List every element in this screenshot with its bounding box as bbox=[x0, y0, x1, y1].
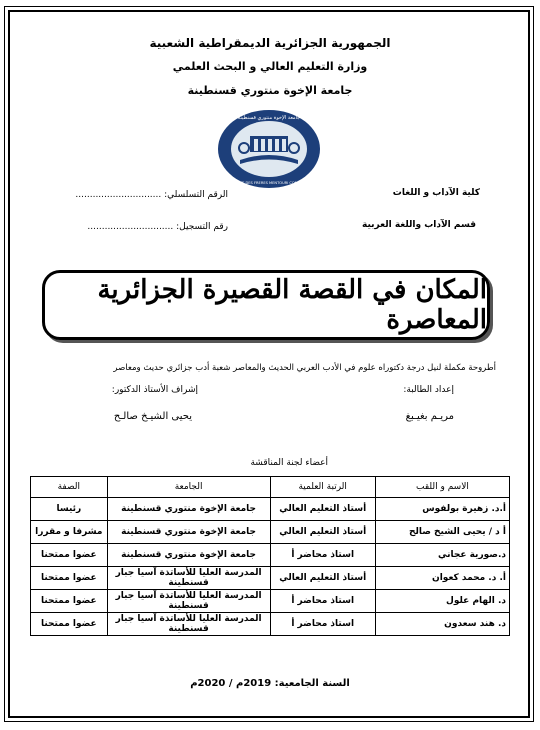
member-rank: استاذ محاضر أ bbox=[270, 613, 375, 636]
serial-number-label: الرقم التسلسلي: bbox=[164, 190, 228, 200]
committee-row bbox=[31, 590, 510, 613]
prepared-by-label: إعداد الطالبة: bbox=[403, 385, 454, 395]
supervision-label: إشراف الأستاذ الدكتور: bbox=[111, 385, 198, 395]
member-rank: أستاذ التعليم العالي bbox=[270, 567, 375, 590]
member-name: أ.د. زهيرة بولفوس bbox=[375, 498, 509, 521]
col-header-role: الصفة bbox=[31, 477, 108, 498]
member-rank: استاذ محاضر أ bbox=[270, 544, 375, 567]
thesis-description: أطروحة مكملة لنيل درجة دكتوراه علوم في الأدب العربي الحديث والمعاصر شعبة أدب جزائري حديث ومعاصر bbox=[113, 363, 496, 373]
member-name: د.صورية عجاني bbox=[375, 544, 509, 567]
member-rank: أستاذ التعليم العالي bbox=[270, 498, 375, 521]
member-role: عضوا ممتحنا bbox=[31, 613, 108, 636]
department-label: قسم الآداب واللغة العربية bbox=[362, 220, 476, 230]
thesis-title-box bbox=[42, 270, 490, 340]
committee-row bbox=[31, 544, 510, 567]
faculty-label: كلية الآداب و اللغات bbox=[392, 188, 480, 198]
member-university: جامعة الإخوة منتوري قسنطينة bbox=[107, 498, 270, 521]
member-role: عضوا ممتحنا bbox=[31, 567, 108, 590]
member-name: د. هند سعدون bbox=[375, 613, 509, 636]
supervisor-name: يحيى الشيـخ صالـح bbox=[113, 411, 192, 422]
logo-ring-text-top: جامعة الإخوة منتوري قسنطينة bbox=[237, 115, 301, 121]
col-header-name: الاسم و اللقب bbox=[375, 477, 509, 498]
committee-table bbox=[30, 476, 510, 636]
col-header-university: الجامعة bbox=[107, 477, 270, 498]
registration-number-label: رقم التسجيل: bbox=[176, 222, 228, 232]
member-rank: أستاذ التعليم العالي bbox=[270, 521, 375, 544]
committee-title: أعضاء لجنة المناقشة bbox=[250, 458, 328, 468]
university-heading: جامعة الإخوة منتوري قسنطينة bbox=[187, 84, 353, 97]
member-role: رئيسا bbox=[31, 498, 108, 521]
member-university: المدرسة العليا للأساتذة آسيا جبار قسنطينة bbox=[107, 567, 270, 590]
member-rank: استاذ محاضر أ bbox=[270, 590, 375, 613]
member-role: مشرفا و مقررا bbox=[31, 521, 108, 544]
student-name: مريـم بغيـبغ bbox=[405, 411, 454, 422]
committee-row bbox=[31, 521, 510, 544]
member-university: جامعة الإخوة منتوري قسنطينة bbox=[107, 544, 270, 567]
member-name: د. الهام علول bbox=[375, 590, 509, 613]
logo-ring-text-bottom: UNIVERSITE DES FRERES MENTOURI CONSTANTINE bbox=[222, 181, 316, 185]
member-name: أ. د. محمد كعوان bbox=[375, 567, 509, 590]
committee-row bbox=[31, 498, 510, 521]
col-header-rank: الرتبة العلمية bbox=[270, 477, 375, 498]
member-university: جامعة الإخوة منتوري قسنطينة bbox=[107, 521, 270, 544]
member-role: عضوا ممتحنا bbox=[31, 544, 108, 567]
serial-number-field bbox=[75, 190, 228, 200]
committee-row bbox=[31, 567, 510, 590]
serial-number-dots: .............................. bbox=[75, 190, 162, 200]
committee-row bbox=[31, 613, 510, 636]
academic-year: السنة الجامعية: 2019م / 2020م bbox=[190, 678, 350, 689]
thesis-title: المكان في القصة القصيرة الجزائرية المعاصرة bbox=[97, 275, 487, 335]
university-logo bbox=[216, 108, 322, 190]
registration-number-field bbox=[87, 222, 228, 232]
member-role: عضوا ممتحنا bbox=[31, 590, 108, 613]
republic-heading: الجمهورية الجزائرية الديمقراطية الشعبية bbox=[149, 36, 391, 50]
member-university: المدرسة العليا للأساتذة آسيا جبار قسنطينة bbox=[107, 590, 270, 613]
ministry-heading: وزارة التعليم العالي و البحث العلمي bbox=[172, 60, 368, 73]
member-university: المدرسة العليا للأساتذة آسيا جبار قسنطينة bbox=[107, 613, 270, 636]
registration-number-dots: .............................. bbox=[87, 222, 174, 232]
member-name: أ د / يحيى الشيخ صالح bbox=[375, 521, 509, 544]
committee-header-row bbox=[31, 477, 510, 498]
